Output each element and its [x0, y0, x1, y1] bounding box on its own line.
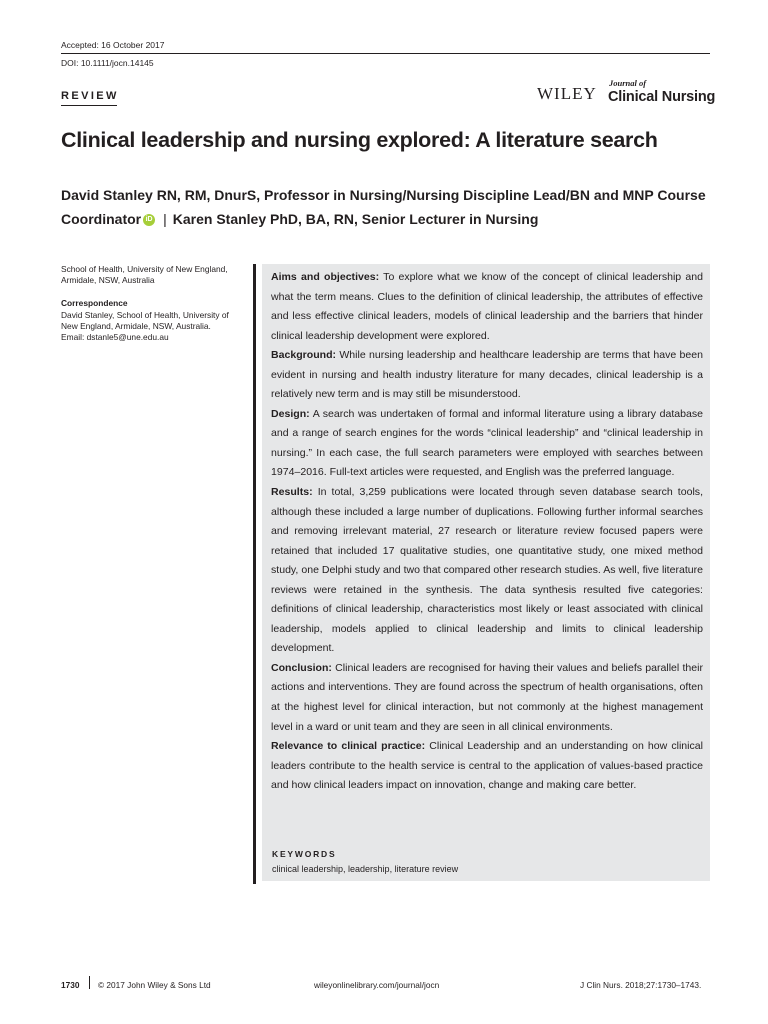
relevance-label: Relevance to clinical practice: — [271, 740, 426, 753]
keywords-heading: KEYWORDS — [272, 849, 337, 859]
abstract-design — [271, 405, 703, 483]
author-2: Karen Stanley PhD, BA, RN, Senior Lecturer in Nursing — [172, 211, 539, 227]
author-list — [61, 183, 711, 231]
author-1: David Stanley RN, RM, DnurS, Professor in Nursing/Nursing Discipline Lead/BN and MNP Course Coordinator — [61, 187, 706, 227]
abstract-text — [271, 268, 703, 796]
author-separator: | — [163, 211, 167, 227]
results-text: In total, 3,259 publications were located through seven database search tools, although these included a large number of duplications. Following further informal searches and removing irrelevant material, 27 research or literature review focused papers were retained that included 17 qualitative studies, one quantitative study, one mixed method study, one Delphi study and two that compared other research studies. As well, five literature reviews were retained in the synthesis. The data synthesis resulted five categories: definitions of clinical leadership, characteristics most likely or least associated with clinical leadership, models applied to clinical leadership and limits to clinical leadership development. — [271, 486, 703, 655]
journal-of-label: Journal of — [609, 78, 647, 88]
abstract-conclusion — [271, 659, 703, 737]
abstract-box — [262, 264, 710, 881]
doi[interactable]: DOI: 10.1111/jocn.14145 — [61, 58, 154, 68]
citation: J Clin Nurs. 2018;27:1730–1743. — [580, 980, 702, 990]
article-type: REVIEW — [61, 90, 119, 102]
conclusion-label: Conclusion: — [271, 661, 332, 674]
correspondence-email[interactable]: Email: dstanle5@une.edu.au — [61, 332, 169, 343]
conclusion-text: Clinical leaders are recognised for having their values and beliefs parallel their actions and interventions. They are found across the spectrum of health organisations, often at the highest level for clinical interaction, but not commonly at the highest management level in a ward or unit team and they are seen in all clinical environments. — [271, 661, 704, 733]
abstract-background — [271, 346, 703, 405]
correspondence-heading: Correspondence — [61, 298, 128, 309]
accepted-date: Accepted: 16 October 2017 — [61, 40, 165, 50]
copyright: © 2017 John Wiley & Sons Ltd — [98, 980, 211, 990]
page-number: 1730 — [61, 980, 80, 990]
orcid-icon[interactable]: iD — [143, 214, 155, 226]
abstract-aims — [271, 268, 703, 346]
results-label: Results: — [271, 486, 313, 499]
abstract-results — [271, 483, 703, 659]
header-rule — [61, 53, 710, 54]
relevance-text: Clinical Leadership and an understanding on how clinical leaders contribute to the health service is central to the application of values-based practice and how clinical leaders impact on innovation, change and making care better. — [271, 740, 703, 792]
affiliation-block — [61, 264, 241, 343]
design-label: Design: — [271, 407, 310, 420]
design-text: A search was undertaken of formal and informal literature using a library database and a range of search engines for the words “clinical leadership” and “clinical leadership in nursing.” In each case, the full search parameters were employed with searches between 1974–2016. Full-text articles were requested, and English was the preferred language. — [271, 407, 703, 479]
abstract-relevance — [271, 737, 703, 796]
journal-name: Clinical Nursing — [608, 89, 716, 105]
keywords-list: clinical leadership, leadership, literature review — [272, 864, 459, 874]
article-type-underline — [61, 105, 117, 106]
article-title: Clinical leadership and nursing explored: A literature search — [61, 128, 658, 152]
abstract-side-bar — [253, 264, 256, 884]
correspondence-address: David Stanley, School of Health, University of New England, Armidale, NSW, Australia. — [61, 309, 229, 331]
aims-text: To explore what we know of the concept of clinical leadership and what the term means. Clues to the definition of clinical leadership, the attributes of effective and less effective clinical leaders, models of clinical leadership and the barriers that hinder clinical leadership development were explored. — [271, 271, 704, 342]
publisher-logo: WILEY — [537, 84, 597, 103]
aims-label: Aims and objectives: — [271, 271, 380, 283]
footer-divider — [89, 976, 90, 989]
journal-url[interactable]: wileyonlinelibrary.com/journal/jocn — [314, 980, 440, 990]
background-label: Background: — [271, 349, 337, 362]
background-text: While nursing leadership and healthcare leadership are terms that have been evident in nursing and health industry literature for many decades, clinical leadership is a relatively new term and is may still be misunderstood. — [271, 349, 703, 401]
institution: School of Health, University of New England, Armidale, NSW, Australia — [61, 264, 228, 286]
